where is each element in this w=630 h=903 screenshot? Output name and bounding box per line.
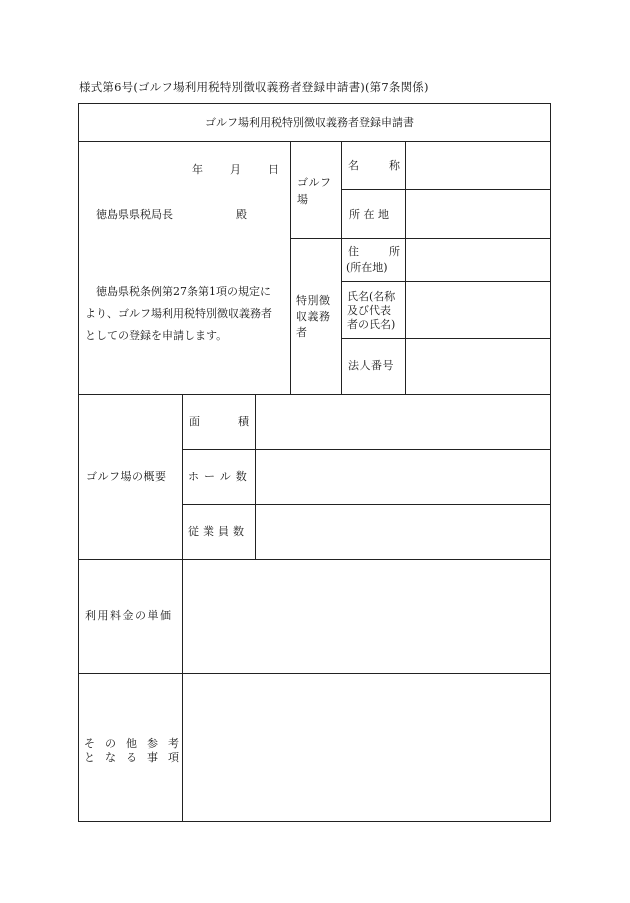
golf-name-label <box>348 159 400 173</box>
golf-name-label-a: 名 <box>348 159 359 172</box>
golf-course-heading-line-2: 場 <box>297 193 308 206</box>
collector-name-label-line-2: 及び代表 <box>347 304 391 317</box>
golf-name-label-b: 称 <box>389 159 400 172</box>
form-title: ゴルフ場利用税特別徴収義務者登録申請書 <box>205 116 414 129</box>
addressee-honorific: 殿 <box>236 208 247 221</box>
collector-name-label-line-3: 者の氏名) <box>347 318 396 331</box>
other-notes-line-2: となる事項 <box>84 751 189 764</box>
day-label: 日 <box>268 163 279 176</box>
collector-name-label-line-1: 氏名(名称 <box>347 290 396 303</box>
golf-location-label: 所 在 地 <box>349 208 389 221</box>
other-notes-line-1: その他参考 <box>84 737 189 750</box>
rule-left-column <box>290 141 291 395</box>
rule-header-section-bottom <box>78 394 551 395</box>
unit-price-label: 利用料金の単価 <box>85 609 173 622</box>
employees-label: 従業員数 <box>188 525 248 538</box>
month-label: 月 <box>230 163 241 176</box>
rule-address-bottom <box>341 281 551 282</box>
collector-heading-line-2: 収義務 <box>296 310 331 323</box>
collector-address-label-a: 住 <box>348 245 359 258</box>
date-line <box>192 163 282 177</box>
body-text-line-1: 徳島県税条例第27条第1項の規定に <box>96 285 271 298</box>
rule-price-bottom <box>78 673 551 674</box>
rule-area-bottom <box>182 449 551 450</box>
overview-heading: ゴルフ場の概要 <box>86 470 167 483</box>
area-label <box>189 415 249 429</box>
body-text-line-2: より、ゴルフ場利用税特別徴収義務者 <box>85 307 272 320</box>
rule-holes-bottom <box>182 504 551 505</box>
collector-address-label-line-2: (所在地) <box>346 261 388 274</box>
rule-title-bottom <box>78 141 551 142</box>
holes-label: ホール数 <box>188 470 252 483</box>
rule-heading-column <box>341 141 342 395</box>
addressee-name: 徳島県県税局長 <box>96 208 173 221</box>
rule-name-bottom <box>341 338 551 339</box>
rule-overview-bottom <box>78 559 551 560</box>
area-label-a: 面 <box>189 415 200 428</box>
rule-golf-name-bottom <box>341 189 551 190</box>
rule-label-column <box>405 141 406 395</box>
rule-overview-label-column <box>255 394 256 560</box>
golf-course-heading-line-1: ゴルフ <box>297 176 332 189</box>
collector-address-label-b: 所 <box>389 245 400 258</box>
corporate-number-label: 法人番号 <box>348 359 394 372</box>
rule-golf-section-bottom <box>290 238 551 239</box>
collector-heading-line-1: 特別徴 <box>296 294 331 307</box>
collector-address-label <box>348 245 400 259</box>
year-label: 年 <box>192 163 203 176</box>
body-text-line-3: としての登録を申請します。 <box>85 329 228 342</box>
area-label-b: 積 <box>238 415 249 428</box>
collector-heading-line-3: 者 <box>296 326 307 339</box>
form-number: 様式第6号(ゴルフ場利用税特別徴収義務者登録申請書)(第7条関係) <box>79 80 429 94</box>
